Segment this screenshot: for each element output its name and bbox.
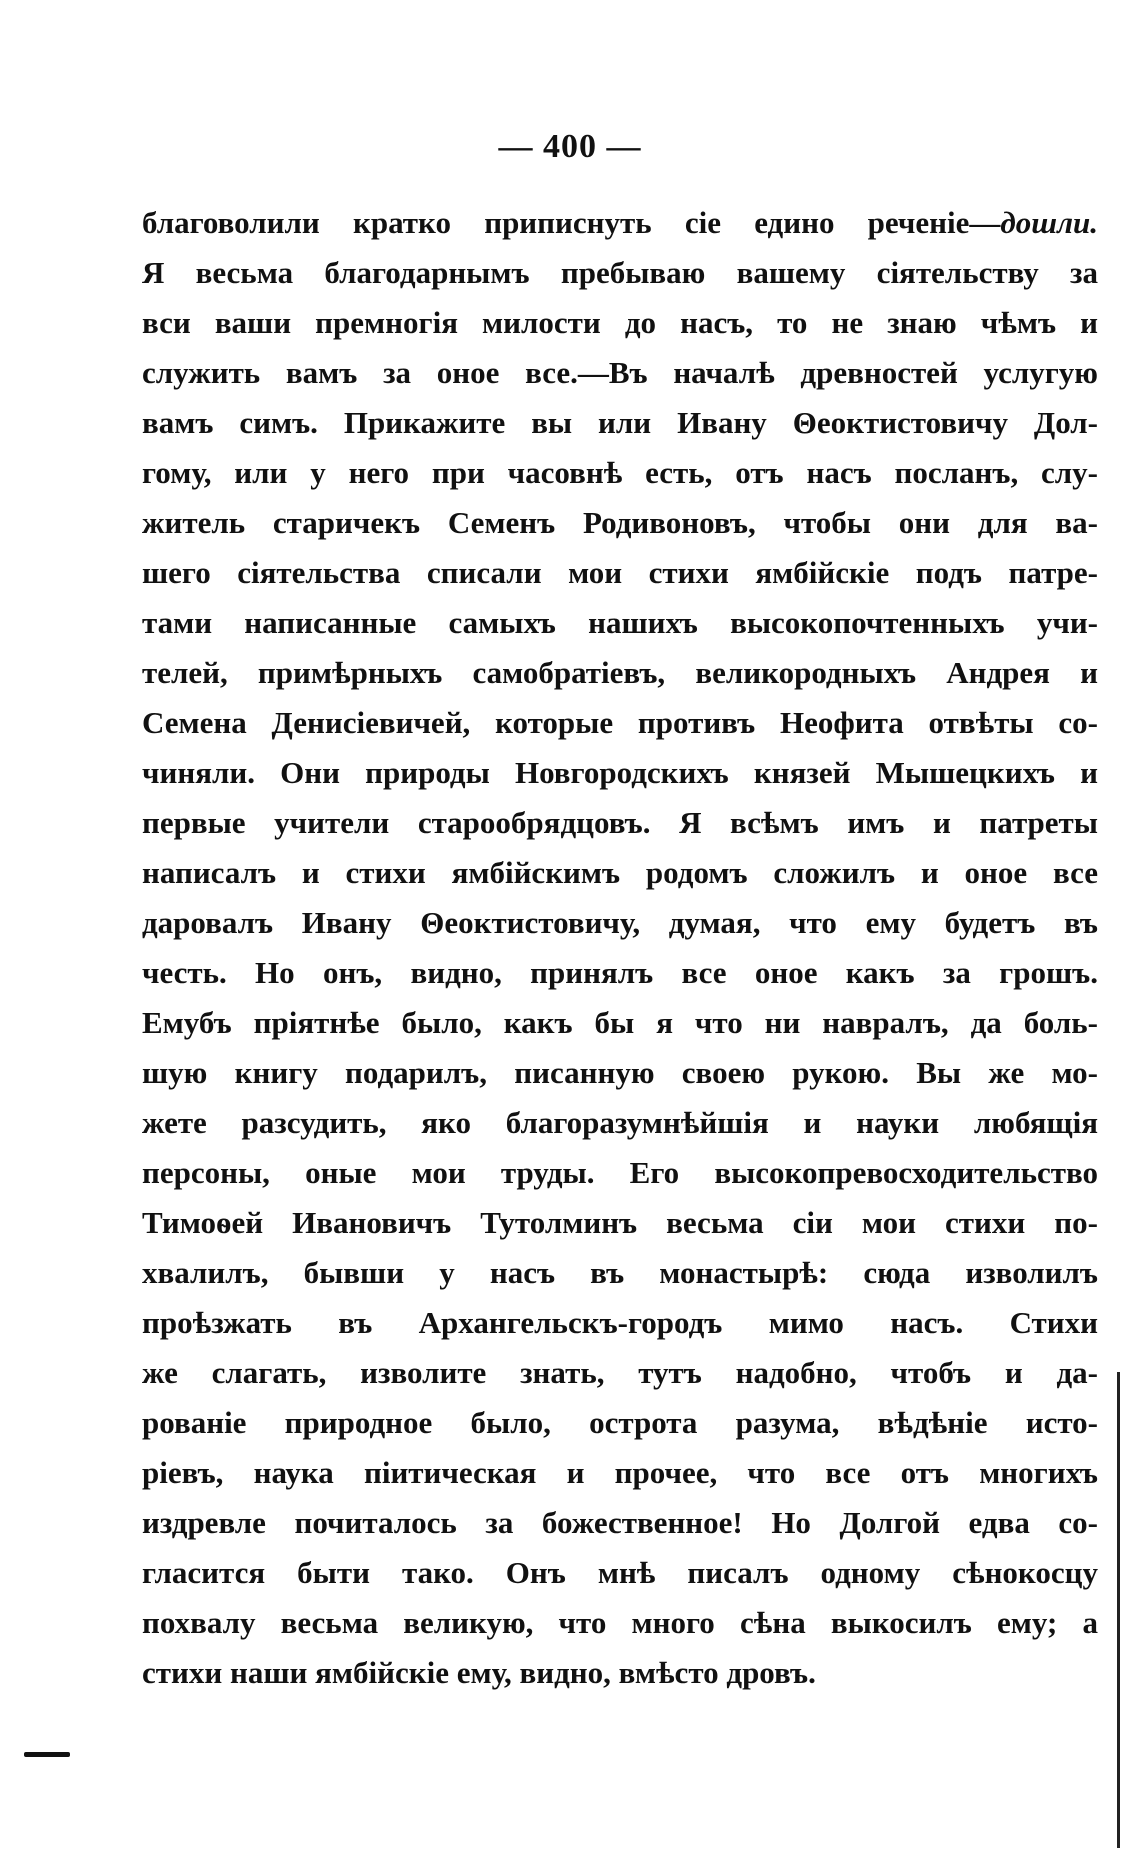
text-line: житель старичекъ Семенъ Родивоновъ, чтобы они для ва- xyxy=(142,505,1098,540)
margin-dash-mark xyxy=(24,1752,70,1757)
text-line: первые учители старообрядцовъ. Я всѣмъ имъ и патреты xyxy=(142,805,1098,840)
text-line: гласится быти тако. Онъ мнѣ писалъ одному сѣнокосцу xyxy=(142,1555,1098,1590)
text-line: рованіе природное было, острота разума, вѣдѣніе исто- xyxy=(142,1405,1098,1440)
text-line: персоны, оные мои труды. Его высокопревосходительство xyxy=(142,1155,1098,1190)
text-line: телей, примѣрныхъ самобратіевъ, великородныхъ Андрея и xyxy=(142,655,1098,690)
text-line: служить вамъ за оное все.—Въ началѣ древностей услугую xyxy=(142,355,1098,390)
text-line-regular: благоволили кратко приписнуть сіе едино реченіе— xyxy=(142,205,1001,240)
text-line: Я весьма благодарнымъ пребываю вашему сіятельству за xyxy=(142,255,1098,290)
text-line: же слагать, изволите знать, тутъ надобно, чтобъ и да- xyxy=(142,1355,1098,1390)
page-edge-rule xyxy=(1117,1372,1120,1848)
text-line: хвалилъ, бывши у насъ въ монастырѣ: сюда изволилъ xyxy=(142,1255,1098,1290)
text-line: Семена Денисіевичей, которые противъ Неофита отвѣты со- xyxy=(142,705,1098,740)
text-line: гому, или у него при часовнѣ есть, отъ насъ посланъ, слу- xyxy=(142,455,1098,490)
text-line xyxy=(142,198,1098,248)
text-line: Тимоѳей Ивановичъ Тутолминъ весьма сіи мои стихи по- xyxy=(142,1205,1098,1240)
text-line: ріевъ, наука піитическая и прочее, что все отъ многихъ xyxy=(142,1455,1098,1490)
text-line: вси ваши премногія милости до насъ, то не знаю чѣмъ и xyxy=(142,305,1098,340)
text-line-italic-word: дошли. xyxy=(1000,205,1098,240)
text-line: чиняли. Они природы Новгородскихъ князей Мышецкихъ и xyxy=(142,755,1098,790)
page-number: — 400 — xyxy=(498,128,642,165)
text-line-last: стихи наши ямбійскіе ему, видно, вмѣсто дровъ. xyxy=(142,1655,816,1690)
text-line: вамъ симъ. Прикажите вы или Ивану Θеоктистовичу Дол- xyxy=(142,405,1098,440)
text-line: честь. Но онъ, видно, принялъ все оное какъ за грошъ. xyxy=(142,955,1098,990)
text-line: жете разсудить, яко благоразумнѣйшія и науки любящія xyxy=(142,1105,1098,1140)
text-line: написалъ и стихи ямбійскимъ родомъ сложилъ и оное все xyxy=(142,855,1098,890)
text-line: шую книгу подарилъ, писанную своею рукою. Вы же мо- xyxy=(142,1055,1098,1090)
text-line: Емубъ пріятнѣе было, какъ бы я что ни навралъ, да боль- xyxy=(142,1005,1098,1040)
text-line: издревле почиталось за божественное! Но Долгой едва со- xyxy=(142,1505,1098,1540)
text-line: похвалу весьма великую, что много сѣна выкосилъ ему; а xyxy=(142,1605,1098,1640)
text-line: тами написанные самыхъ нашихъ высокопочтенныхъ учи- xyxy=(142,605,1098,640)
text-line: шего сіятельства списали мои стихи ямбійскіе подъ патре- xyxy=(142,555,1098,590)
text-line: даровалъ Ивану Θеоктистовичу, думая, что ему будетъ въ xyxy=(142,905,1098,940)
text-line: проѣзжать въ Архангельскъ-городъ мимо насъ. Стихи xyxy=(142,1305,1098,1340)
body-text xyxy=(142,198,1098,1698)
